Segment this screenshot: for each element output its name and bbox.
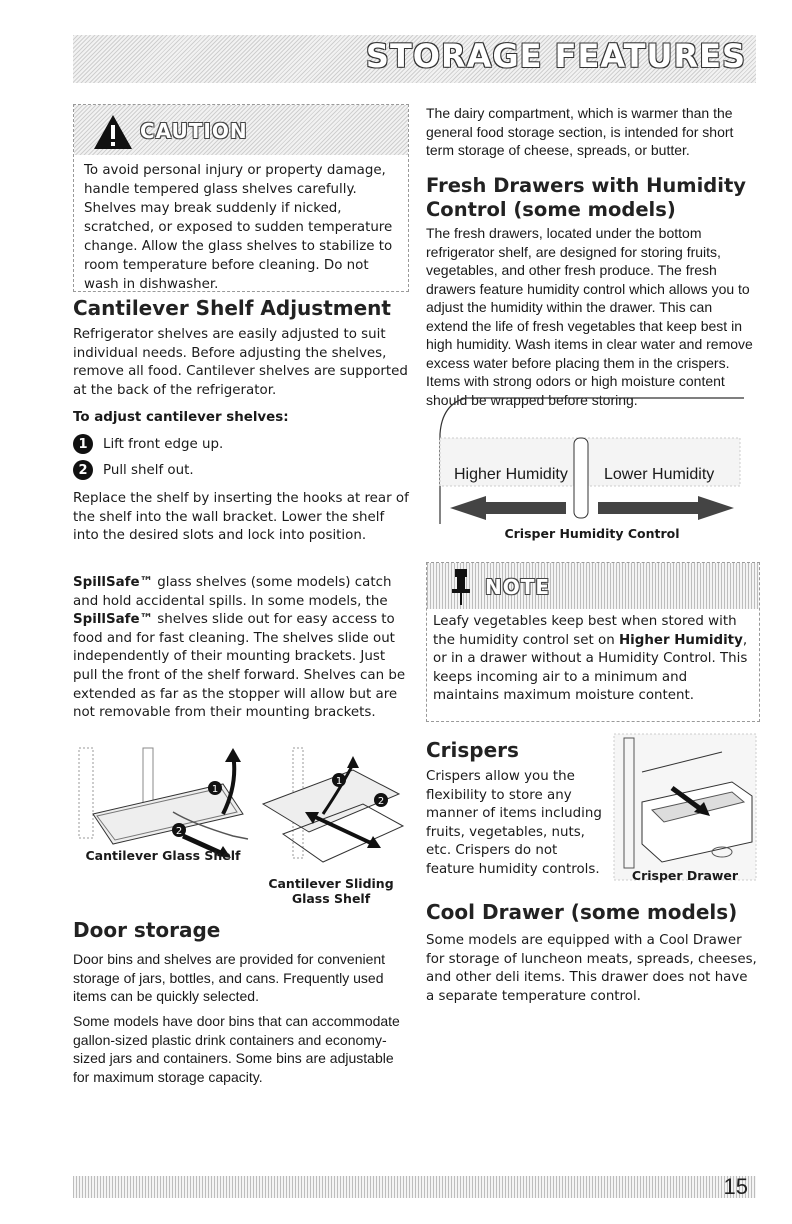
crisper-caption: Crisper Drawer	[631, 868, 739, 883]
warning-icon	[92, 113, 134, 151]
note-text	[433, 613, 753, 706]
page-number: 15	[723, 1174, 748, 1199]
humidity-caption: Crisper Humidity Control	[504, 526, 680, 541]
page-title: STORAGE FEATURES	[365, 37, 746, 75]
caution-header	[74, 105, 408, 155]
door-paragraph-1: Door bins and shelves are provided for convenient storage of jars, bottles, and cans. Frequently used items can be quickly selected.	[73, 951, 386, 1004]
replace-paragraph: Replace the shelf by inserting the hooks at rear of the shelf into the wall bracket. Lower the shelf into the desired slots and lock into position.	[73, 491, 409, 544]
note-title: NOTE	[485, 575, 551, 599]
cantilever-sliding-shelf-illustration	[253, 744, 409, 864]
spillsafe-brand: SpillSafe™	[73, 575, 153, 590]
step-2	[73, 460, 194, 480]
cantilever-heading: Cantilever Shelf Adjustment	[73, 296, 391, 320]
crispers-heading: Crispers	[426, 738, 519, 762]
fig2-caption: Cantilever Sliding Glass Shelf	[268, 876, 394, 906]
spillsafe-text-a: glass shelves (some models) catch and hold accidental spills. In some models, the	[73, 575, 392, 609]
cantilever-glass-shelf-illustration	[73, 744, 253, 864]
crispers-paragraph: Crispers allow you the flexibility to store any manner of items including fruits, vegetables, nuts, etc. Crispers do not feature humidity controls.	[426, 769, 602, 877]
note-text-a: Leafy vegetables keep best when stored with the humidity control set on	[433, 614, 737, 648]
caution-title: CAUTION	[140, 119, 248, 143]
door-paragraph-2: Some models have door bins that can accommodate gallon-sized plastic drink containers and economy-sized jars and containers. Some bins are adjustable for maximum storage capacity.	[73, 1013, 400, 1085]
caution-box	[73, 104, 409, 292]
fresh-drawers-paragraph: The fresh drawers, located under the bottom refrigerator shelf, are designed for storing fruits, vegetables, and other fresh produce. The fresh drawers feature humidity control which allows you to adjust the humidity within the drawer. This can extend the life of fresh vegetables that keep best in high humidity. Wash items in clear water and remove excess water before placing them in the crispers. Items with strong odors or high moisture content should be wrapped before storing.	[426, 225, 753, 408]
pushpin-icon	[449, 567, 473, 607]
step-text: Lift front edge up.	[103, 436, 224, 452]
humidity-control-illustration	[426, 394, 758, 544]
note-box	[426, 562, 760, 722]
lower-humidity-label: Lower Humidity	[604, 466, 715, 483]
cantilever-subheading: To adjust cantilever shelves:	[73, 410, 289, 425]
note-text-b: , or in a drawer without a Humidity Control. This keeps incoming air to a minimum and maintains maximum moisture content.	[433, 632, 748, 704]
cool-drawer-paragraph: Some models are equipped with a Cool Drawer for storage of luncheon meats, spreads, cheeses, and other deli items. This drawer does not have a separate temperature control.	[426, 933, 757, 1004]
crisper-drawer-illustration	[612, 732, 758, 882]
step-number: 2	[73, 460, 93, 480]
humidity-slider-graphic	[426, 394, 758, 524]
header-banner	[73, 35, 756, 83]
fig1-caption: Cantilever Glass Shelf	[85, 848, 241, 863]
svg-text:2: 2	[175, 826, 183, 837]
svg-text:1: 1	[211, 784, 219, 795]
door-storage-heading: Door storage	[73, 918, 221, 942]
caution-text: To avoid personal injury or property damage, handle tempered glass shelves carefully. Shelves may break suddenly if nicked, scratched, or exposed to sudden temperature change. Allow the glass shelves to stabilize to room temperature before cleaning. Do not wash in dishwasher.	[84, 163, 393, 292]
footer-band	[73, 1176, 756, 1198]
step-number: 1	[73, 434, 93, 454]
higher-humidity-label: Higher Humidity	[454, 466, 568, 483]
note-bold: Higher Humidity	[618, 632, 743, 648]
dairy-paragraph: The dairy compartment, which is warmer than the general food storage section, is intended for short term storage of cheese, spreads, or butter.	[426, 105, 734, 158]
spillsafe-text-b: shelves slide out for easy access to food and for fast cleaning. The shelves slide out independently of their mounting brackets. Just pull the front of the shelf forward. Shelves can be extended as far as the stopper will allow but are not removable from their mounting brackets.	[73, 612, 406, 721]
note-header	[427, 563, 759, 609]
cool-drawer-heading: Cool Drawer (some models)	[426, 900, 738, 924]
svg-text:1: 1	[335, 776, 343, 787]
spillsafe-paragraph	[73, 574, 409, 723]
step-text: Pull shelf out.	[103, 462, 194, 478]
svg-text:2: 2	[377, 796, 385, 807]
cantilever-intro: Refrigerator shelves are easily adjusted to suit individual needs. Before adjusting the shelves, remove all food. Cantilever shelves are supported at the back of the refrigerator.	[73, 327, 408, 398]
fresh-drawers-heading: Fresh Drawers with Humidity Control (some models)	[426, 174, 746, 221]
spillsafe-brand: SpillSafe™	[73, 612, 153, 628]
step-1	[73, 434, 223, 454]
